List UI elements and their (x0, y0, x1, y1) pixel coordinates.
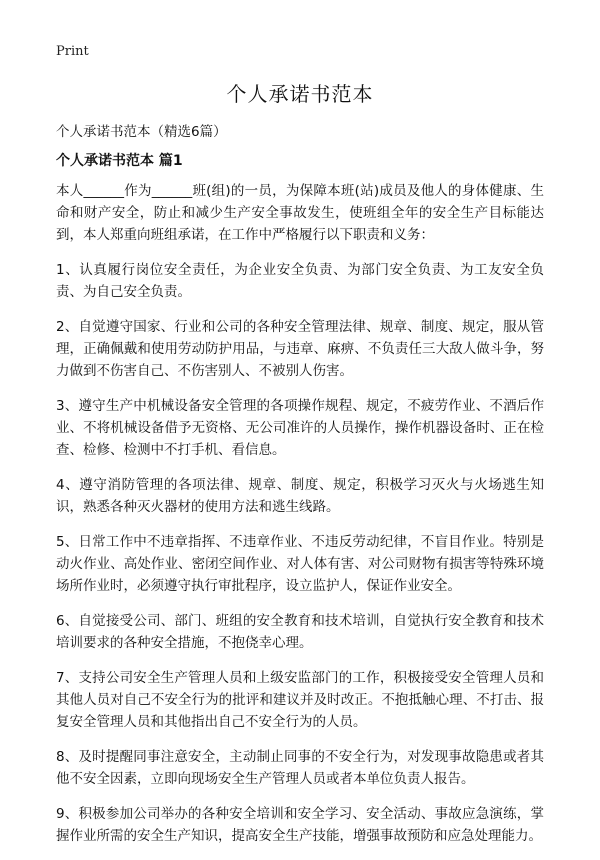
paragraph-item-8: 8、及时提醒同事注意安全，主动制止同事的不安全行为，对发现事故隐患或者其他不安全因素，立即向现场安全生产管理人员或者本单位负责人报告。 (56, 749, 544, 787)
paragraph-item-7: 7、支持公司安全生产管理人员和上级安监部门的工作，积极接受安全管理人员和其他人员对自己不安全行为的批评和建议并及时改正。不抱抵触心理、不打击、报复安全管理人员和其他指出自己不安全行为的人员。 (56, 670, 544, 730)
paragraph-intro: 本人______作为______班(组)的一员，为保障本班(站)成员及他人的身体健康、生命和财产安全，防止和减少生产安全事故发生，使班组全年的安全生产目标能达到，本人郑重向班组承诺，在工作中严格履行以下职责和义务： (56, 183, 544, 243)
document-body (56, 180, 544, 860)
paragraph-item-9: 9、积极参加公司举办的各种安全培训和安全学习、安全活动、事故应急演练，掌握作业所需的安全生产知识，提高安全生产技能，增强事故预防和应急处理能力。 (56, 806, 544, 844)
document-subtitle: 个人承诺书范本（精选6篇） (56, 124, 227, 140)
document-title: 个人承诺书范本 (226, 82, 374, 106)
print-label: Print (56, 44, 89, 59)
paragraph-item-4: 4、遵守消防管理的各项法律、规章、制度、规定，积极学习灭火与火场逃生知识，熟悉各种灭火器材的使用方法和逃生线路。 (56, 477, 544, 515)
paragraph-item-5: 5、日常工作中不违章指挥、不违章作业、不违反劳动纪律，不盲目作业。特别是动火作业、高处作业、密闭空间作业、对人体有害、对公司财物有损害等特殊环境场所作业时，必须遵守执行审批程序，设立监护人，保证作业安全。 (56, 534, 544, 594)
paragraph-item-3: 3、遵守生产中机械设备安全管理的各项操作规程、规定，不疲劳作业、不酒后作业、不将机械设备借予无资格、无公司准许的人员操作，操作机器设备时、正在检查、检修、检测中不打手机、看信息。 (56, 398, 544, 458)
paragraph-item-2: 2、自觉遵守国家、行业和公司的各种安全管理法律、规章、制度、规定，服从管理，正确佩戴和使用劳动防护用品，与违章、麻痹、不负责任三大敌人做斗争，努力做到不伤害自己、不伤害别人、不被别人伤害。 (56, 319, 544, 379)
section-heading: 个人承诺书范本 篇1 (56, 153, 183, 169)
paragraph-item-1: 1、认真履行岗位安全责任，为企业安全负责、为部门安全负责、为工友安全负责、为自己安全负责。 (56, 262, 544, 300)
paragraph-item-6: 6、自觉接受公司、部门、班组的安全教育和技术培训，自觉执行安全教育和技术培训要求的各种安全措施，不抱侥幸心理。 (56, 613, 544, 651)
